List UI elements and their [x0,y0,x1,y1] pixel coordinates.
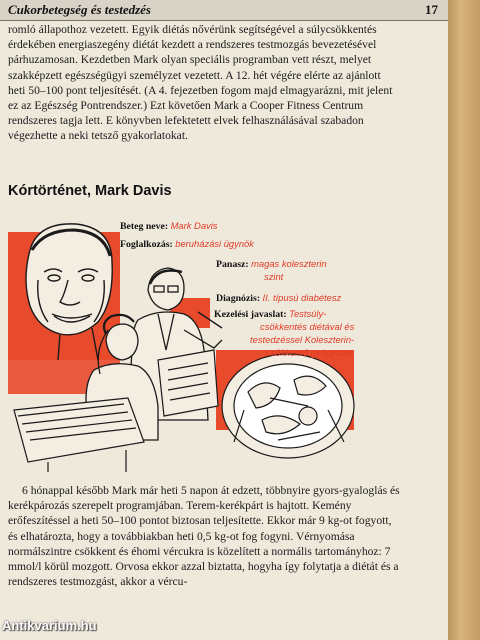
complaint-value-cont: szint [264,271,284,282]
treatment-value-4: csökkentő gyógyszer [266,347,354,358]
watermark: Antikvarium.hu [2,618,97,633]
background-surface [448,0,480,640]
complaint-value: magas koleszterin [251,258,327,269]
diagnosis-label: Diagnózis: [216,293,261,304]
food-plate [222,354,354,458]
paragraph-bottom: 6 hónappal később Mark már heti 5 napon át edzett, többnyire gyors-gyaloglás és kerékpározás szerepelt programjában. Terem-kerékpárt is hajtott. Kemény erőfeszítéssel a heti 50–100 pontot biztosan teljesítette. Ekkor már 9 kg-ot fogyott, és elhatározta, hogy a továbbiakban heti 0,5 kg-ot fog fogyni. Vérnyomása normálszintre csökkent és éhomi vércukra is közelített a normális tartományhoz: 7 mmol/l körül mozgott. Orvosa ekkor azzal biztatta, hogyha így folytatja a diétát és a rendszeres testmozgást, akkor a vércu- [8,484,400,589]
case-history-illustration [8,210,404,478]
running-header-title: Cukorbetegség és testedzés [8,2,151,17]
patient-name-label: Beteg neve: [120,221,169,232]
complaint-row [216,258,327,284]
patient-name-value: Mark Davis [170,220,218,231]
occupation-label: Foglalkozás: [120,239,173,250]
treatment-row [214,308,400,360]
section-heading: Kórtörténet, Mark Davis [8,183,172,199]
diagnosis-value: II. típusú diabétesz [262,292,342,303]
treatment-value-1: Testsúly- [289,308,327,319]
treatment-label: Kezelési javaslat: [214,309,287,320]
paragraph-top: romló állapothoz vezetett. Egyik diétás nővérünk segítségével a súlycsökkentés érdekében energiaszegény diétát kezdett a rendszeres testmozgás bevezetésével párhuzamosan. Kezdetben Mark olyan speciális programban vett részt, melyet szakképzett egészségügyi személyzet vezetett. A 12. hét végére elérte az ajánlott heti 50–100 pont teljesítését. (A 4. fejezetben fogom majd elmagyarázni, mit jelent ez az Egészség Pontrendszer.) Ezt követően Mark a Cooper Fitness Centrum rendszeres tagja lett. E könyvben lefektetett elvek felhasználásával szabadon végezhette a neki tetsző gyakorlatokat. [8,23,393,143]
running-header [0,0,448,21]
patient-name-row [120,220,218,233]
treatment-value-3: testedzéssel Koleszterin- [250,334,355,345]
page-number: 17 [425,2,438,17]
complaint-label: Panasz: [216,259,249,270]
occupation-row [120,238,254,251]
treatment-value-2: csökkentés diétával és [260,321,355,332]
occupation-value: beruházási ügynök [175,238,254,249]
diagnosis-row [216,292,341,305]
